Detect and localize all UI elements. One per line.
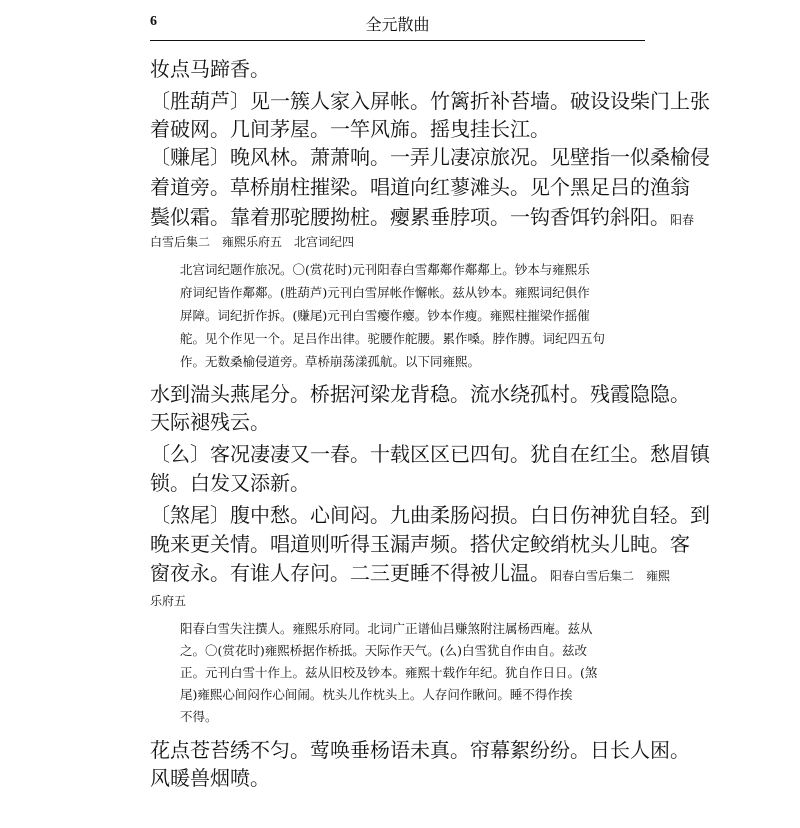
verse-line: 花点苍苔绣不匀。莺唤垂杨语未真。帘幕絮纷纷。日长人困。	[150, 738, 690, 762]
verse-text: 窗夜永。有谁人存问。二三更睡不得被儿温。	[150, 561, 550, 585]
verse-line	[150, 205, 694, 232]
source-citation: 乐府五	[150, 594, 187, 608]
annotation-line: 不得。	[180, 709, 218, 724]
verse-line: 〔胜葫芦〕见一簇人家入屏帐。竹篱折补苔墙。破设设柴门上张	[150, 89, 710, 113]
source-citation: 白雪后集二 雍熙乐府五 北宫词纪四	[150, 235, 355, 249]
verse-line	[150, 561, 670, 588]
verse-line: 〔煞尾〕腹中愁。心间闷。九曲柔肠闷损。白日伤神犹自轻。到	[150, 503, 710, 527]
verse-line: 锁。白发又添新。	[150, 471, 310, 495]
verse-line: 着道旁。草桥崩柱摧梁。唱道向红蓼滩头。见个黑足吕的渔翁	[150, 175, 690, 199]
annotation-line: 之。〇(赏花时)雍熙桥据作桥抵。天际作天气。(么)白雪犹自作由自。兹改	[180, 643, 588, 658]
verse-line: 〔么〕客况凄凄又一春。十载区区已四旬。犹自在红尘。愁眉镇	[150, 442, 710, 466]
page-number: 6	[150, 14, 157, 29]
verse-text: 鬓似霜。靠着那驼腰拗桩。瘿累垂脖项。一钩香饵钓斜阳。	[150, 205, 670, 229]
page-header	[150, 12, 645, 38]
annotation-line: 作。无数桑榆侵道旁。草桥崩荡漾孤航。以下同雍熙。	[180, 354, 481, 369]
annotation-line: 北宫词纪题作旅况。〇(赏花时)元刊阳春白雪鄰鄰作鄰鄰上。钞本与雍熙乐	[180, 262, 590, 277]
annotation-line: 阳春白雪失注撰人。雍熙乐府同。北词广正谱仙吕赚煞附注属杨西庵。兹从	[180, 621, 593, 636]
source-citation: 阳春	[670, 213, 695, 227]
verse-line: 妆点马蹄香。	[150, 57, 270, 81]
running-title: 全元散曲	[365, 15, 430, 34]
verse-line: 风暖兽烟喷。	[150, 766, 270, 790]
verse-line: 天际褪残云。	[150, 410, 270, 434]
annotation-line: 尾)雍熙心间闷作心间闹。枕头儿作枕头上。人存问作瞅问。睡不得作挨	[180, 687, 573, 702]
header-rule	[150, 40, 645, 41]
annotation-line: 正。元刊白雪十作上。兹从旧校及钞本。雍熙十载作年纪。犹自作日日。(煞	[180, 665, 598, 680]
verse-line: 水到湍头燕尾分。桥据河梁龙背稳。流水绕孤村。残霞隐隐。	[150, 382, 690, 406]
annotation-line: 府词纪皆作鄰鄰。(胜葫芦)元刊白雪屏帐作懈帐。兹从钞本。雍熙词纪俱作	[180, 285, 590, 300]
verse-line: 着破网。几间茅屋。一竿风旆。摇曳挂长江。	[150, 117, 550, 141]
annotation-line: 舵。见个作见一个。足吕作出律。驼腰作舵腰。累作嗓。脖作膊。词纪四五句	[180, 331, 606, 346]
source-citation: 阳春白雪后集二 雍熙	[550, 569, 671, 583]
verse-line: 晚来更关情。唱道则听得玉漏声频。搭伏定鲛绡枕头儿盹。客	[150, 532, 690, 556]
verse-line: 〔赚尾〕晚风林。萧萧响。一弄儿凄凉旅况。见壁指一似桑榆侵	[150, 145, 710, 169]
annotation-line: 屏障。词纪折作拆。(赚尾)元刊白雪瘿作瘿。钞本作瘦。雍熙柱摧梁作摇催	[180, 308, 590, 323]
